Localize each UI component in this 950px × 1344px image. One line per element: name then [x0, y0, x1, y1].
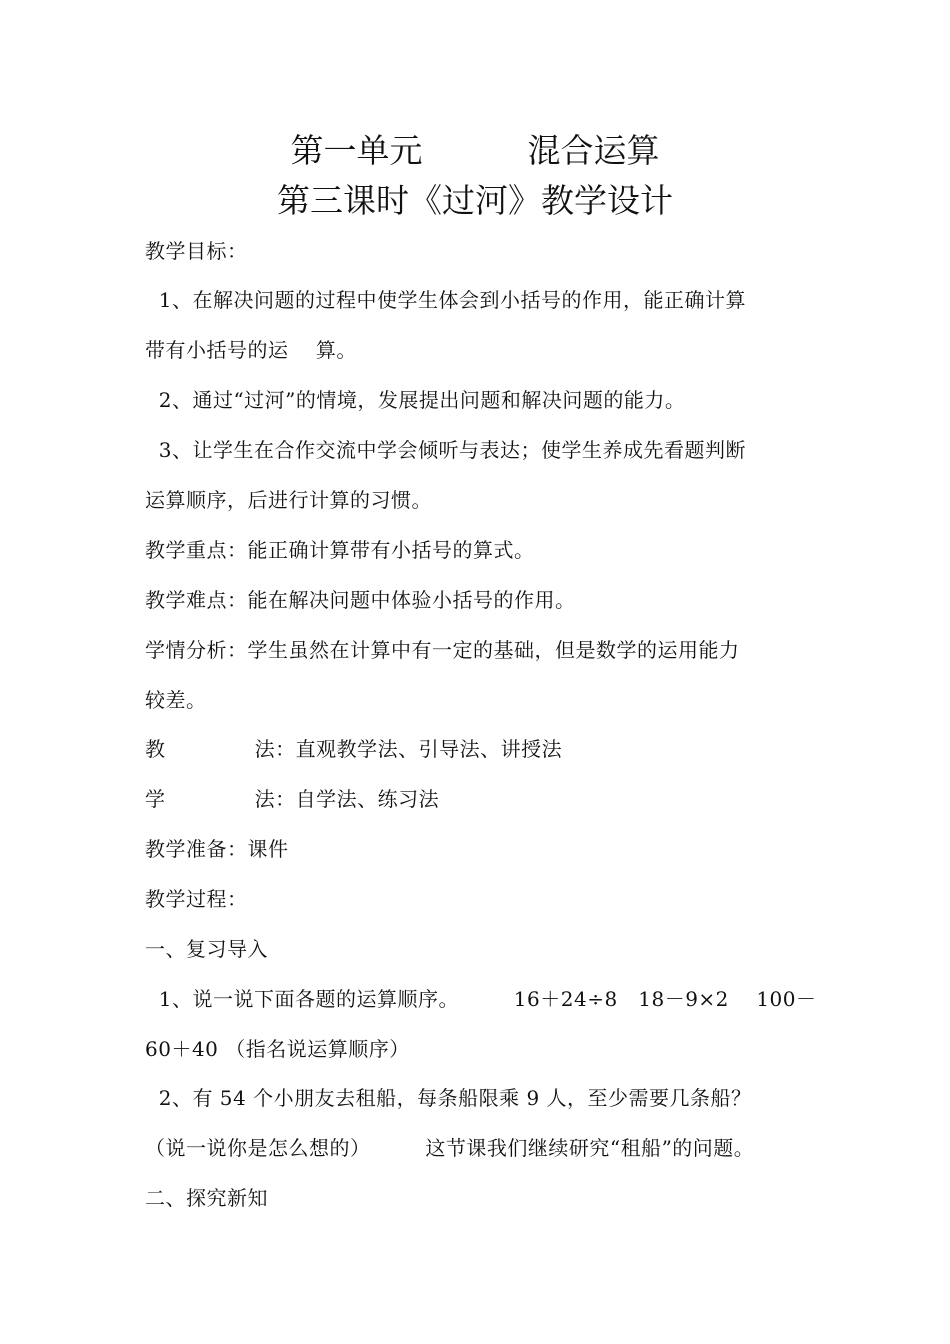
- review-item-2-line-1: 2、有 54 个小朋友去租船，每条船限乘 9 人，至少需要几条船？: [145, 1086, 752, 1110]
- section-review-intro: 一、复习导入: [145, 937, 268, 961]
- objective-3-line-2: 运算顺序，后进行计算的习惯。: [145, 488, 432, 512]
- review-item-1-line-2: 60＋40 （指名说运算顺序）: [145, 1037, 410, 1061]
- section-heading-objectives: 教学目标：: [145, 239, 248, 263]
- difficult-point: 教学难点：能在解决问题中体验小括号的作用。: [145, 588, 576, 612]
- teaching-preparation: 教学准备：课件: [145, 837, 289, 861]
- objective-2: 2、通过“过河”的情境，发展提出问题和解决问题的能力。: [145, 388, 686, 412]
- teaching-methods: 教 法：直观教学法、引导法、讲授法: [145, 737, 563, 761]
- student-analysis-line-2: 较差。: [145, 688, 207, 712]
- objective-3-line-1: 3、让学生在合作交流中学会倾听与表达；使学生养成先看题判断: [145, 438, 746, 462]
- unit-title: 第一单元 混合运算: [290, 131, 660, 170]
- review-item-2-line-2: （说一说你是怎么想的） 这节课我们继续研究“租船”的问题。: [145, 1136, 755, 1160]
- objective-1-line-1: 1、在解决问题的过程中使学生体会到小括号的作用，能正确计算: [145, 288, 746, 312]
- review-item-1-line-1: 1、说一说下面各题的运算顺序。 16＋24÷8 18－9×2 100－: [145, 987, 817, 1011]
- objective-1-line-2: 带有小括号的运 算。: [145, 338, 357, 362]
- key-point: 教学重点：能正确计算带有小括号的算式。: [145, 538, 535, 562]
- lesson-title: 第三课时《过河》教学设计: [277, 181, 673, 220]
- student-analysis-line-1: 学情分析：学生虽然在计算中有一定的基础，但是数学的运用能力: [145, 638, 740, 662]
- learning-methods: 学 法：自学法、练习法: [145, 787, 440, 811]
- section-heading-process: 教学过程：: [145, 887, 248, 911]
- section-explore-new: 二、探究新知: [145, 1186, 268, 1210]
